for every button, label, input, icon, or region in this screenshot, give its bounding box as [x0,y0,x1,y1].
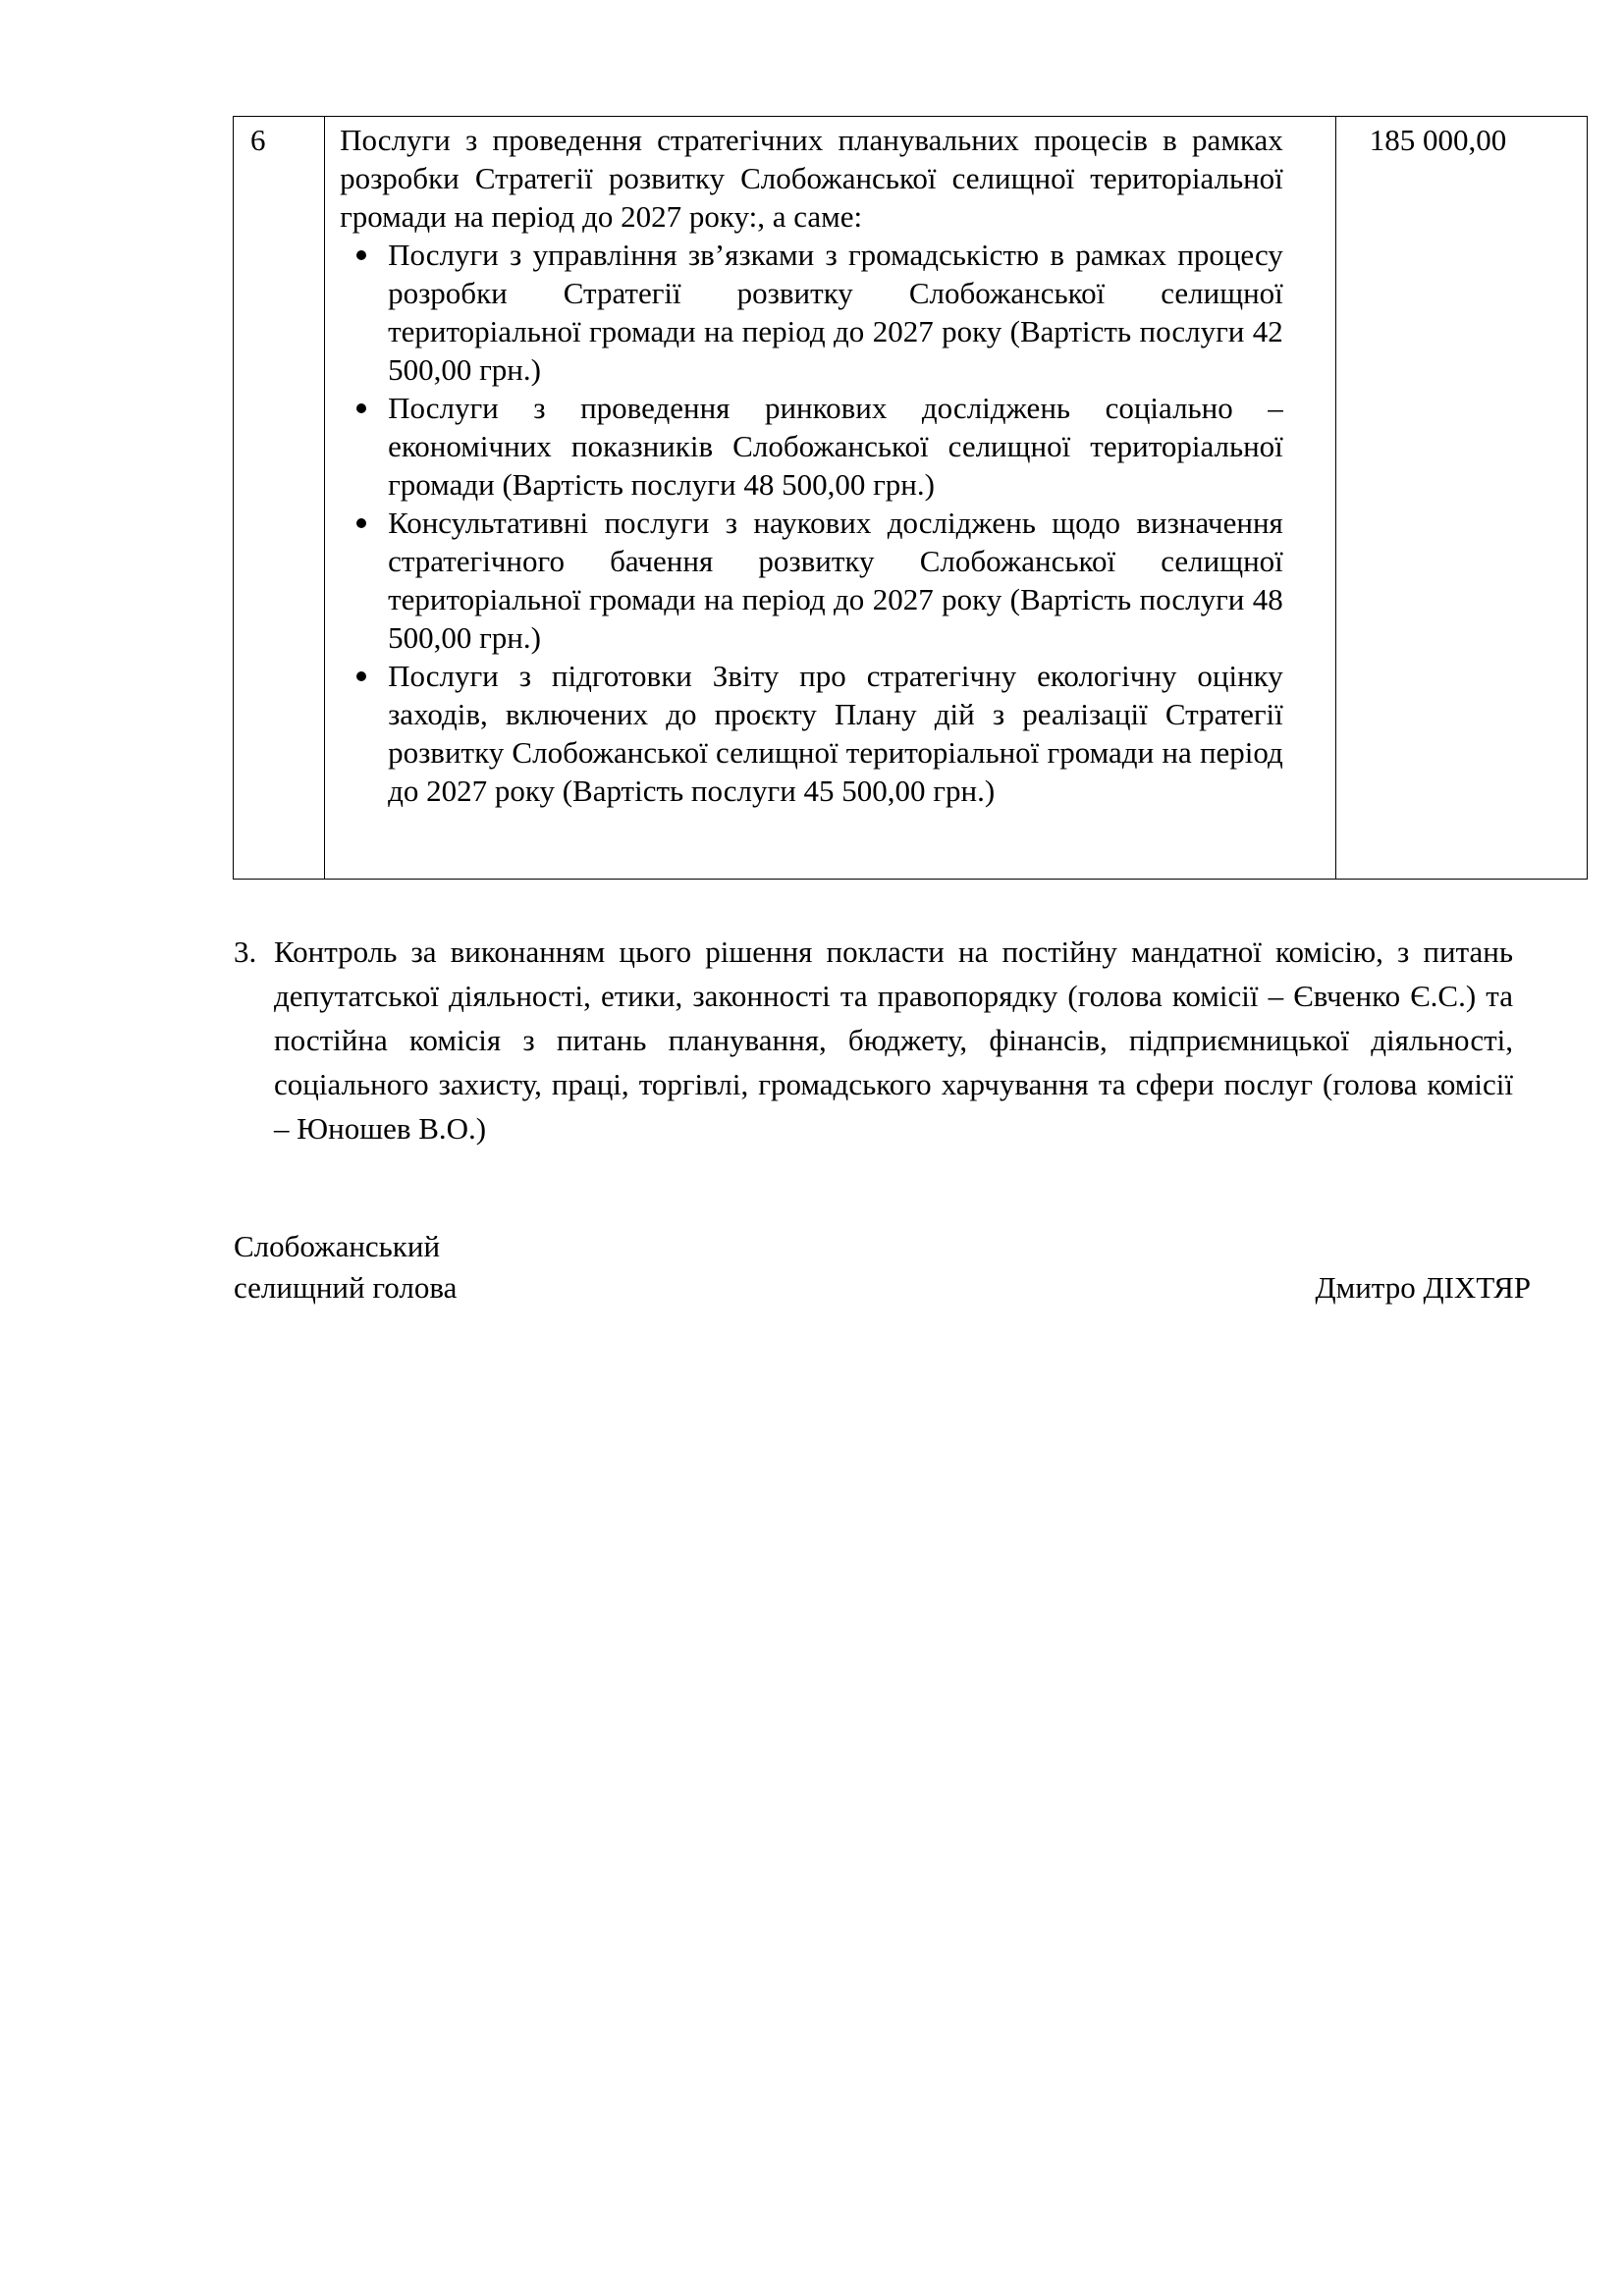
signature-title [234,1226,457,1308]
signature-title-line1: Слобожанський [234,1229,441,1263]
services-bullet-list [340,236,1283,810]
row-amount: 185 000,00 [1335,117,1587,880]
paragraph-text: Контроль за виконанням цього рішення покласти на постійну мандатної комісію, з питань депутатської діяльності, етики, законності та правопорядку (голова комісії – Євченко Є.С.) та постійна комісія з питань планування, бюджету, фінансів, підприємницької діяльності, соціального захисту, праці, торгівлі, громадського харчування та сфери послуг (голова комісії – Юношев В.О.) [274,934,1513,1146]
services-table [233,116,1588,880]
row-number: 6 [234,117,325,880]
table-row [234,117,1588,880]
signature-title-line2: селищний голова [234,1270,458,1305]
list-item: Послуги з підготовки Звіту про стратегічну екологічну оцінку заходів, включених до проєкту Плану дій з реалізації Стратегії розвитку Слобожанської селищної територіальної громади на період до 2027 року (Вартість послуги 45 500,00 грн.) [340,657,1283,810]
list-item: Консультативні послуги з наукових досліджень щодо визначення стратегічного бачення розвитку Слобожанської селищної територіальної громади на період до 2027 року (Вартість послуги 48 500,00 грн.) [340,504,1283,657]
row-description [325,117,1336,880]
row-intro-text: Послуги з проведення стратегічних планувальних процесів в рамках розробки Стратегії розвитку Слобожанської селищної територіальної громади на період до 2027 року:, а саме: [340,123,1283,234]
paragraph-number: 3. [234,934,257,969]
list-item: Послуги з управління зв’язками з громадськістю в рамках процесу розробки Стратегії розвитку Слобожанської селищної територіальної громади на період до 2027 року (Вартість послуги 42 500,00 грн.) [340,236,1283,389]
control-paragraph [234,930,1513,1150]
signature-name: Дмитро ДІХТЯР [1315,1270,1531,1305]
list-item: Послуги з проведення ринкових досліджень соціально – економічних показників Слобожанської селищної територіальної громади (Вартість послуги 48 500,00 грн.) [340,389,1283,504]
